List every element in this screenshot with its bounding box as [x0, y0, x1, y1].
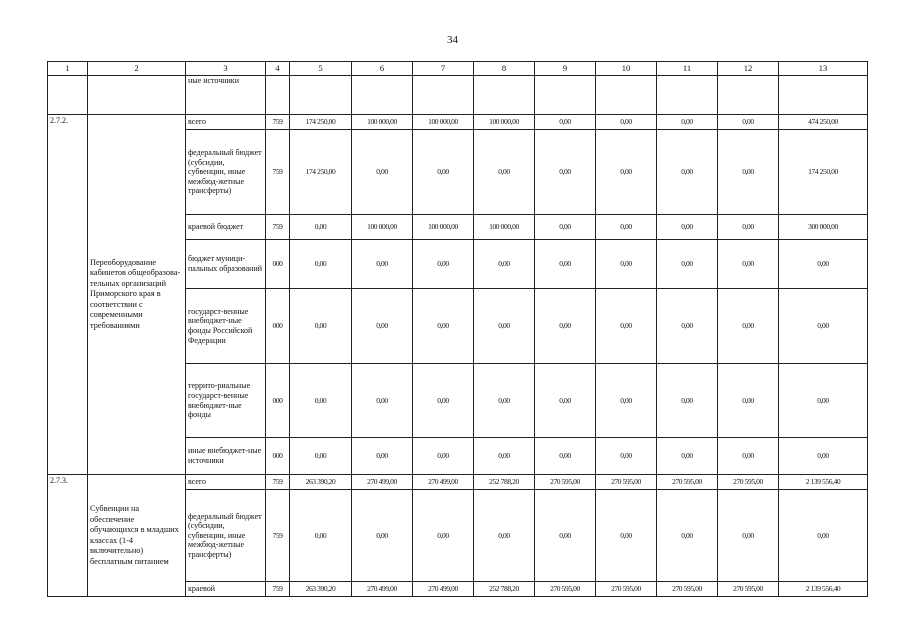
value-cell: 100 000,00	[352, 215, 413, 240]
column-header: 4	[266, 62, 290, 76]
value-cell: 0,00	[596, 215, 657, 240]
source-label: всего	[186, 475, 266, 490]
value-cell: 759	[266, 582, 290, 597]
value-cell: 0,00	[474, 490, 535, 582]
value-cell: 100 000,00	[474, 115, 535, 130]
value-cell: 0,00	[718, 490, 779, 582]
value-cell	[413, 76, 474, 115]
value-cell: 252 788,20	[474, 582, 535, 597]
column-header: 8	[474, 62, 535, 76]
value-cell: 270 595,00	[718, 475, 779, 490]
source-label: федеральный бюджет (субсидии, субвенции, иные межбюд-жетные трансферты)	[186, 130, 266, 215]
value-cell: 0,00	[657, 115, 718, 130]
value-cell: 0,00	[535, 289, 596, 364]
value-cell: 0,00	[657, 215, 718, 240]
value-cell: 0,00	[718, 115, 779, 130]
value-cell: 0,00	[474, 438, 535, 475]
column-header: 13	[779, 62, 868, 76]
value-cell: 0,00	[657, 130, 718, 215]
value-cell: 100 000,00	[413, 215, 474, 240]
value-cell: 0,00	[718, 438, 779, 475]
value-cell: 100 000,00	[474, 215, 535, 240]
value-cell	[779, 76, 868, 115]
value-cell: 100 000,00	[413, 115, 474, 130]
value-cell: 0,00	[657, 364, 718, 438]
value-cell: 0,00	[779, 490, 868, 582]
column-header: 2	[88, 62, 186, 76]
value-cell: 0,00	[657, 490, 718, 582]
budget-table	[47, 61, 868, 597]
value-cell: 0,00	[413, 289, 474, 364]
value-cell: 0,00	[290, 490, 352, 582]
value-cell: 0,00	[718, 130, 779, 215]
value-cell: 0,00	[474, 240, 535, 289]
column-header: 5	[290, 62, 352, 76]
value-cell: 0,00	[596, 240, 657, 289]
value-cell: 2 139 556,40	[779, 475, 868, 490]
value-cell: 252 788,20	[474, 475, 535, 490]
value-cell: 0,00	[352, 240, 413, 289]
value-cell: 0,00	[290, 240, 352, 289]
table-body	[48, 76, 868, 597]
value-cell: 000	[266, 438, 290, 475]
continuation-row	[48, 76, 868, 115]
value-cell: 000	[266, 289, 290, 364]
column-header: 9	[535, 62, 596, 76]
value-cell	[474, 76, 535, 115]
value-cell: 0,00	[657, 289, 718, 364]
value-cell: 0,00	[474, 130, 535, 215]
item-code: 2.7.2.	[48, 115, 88, 475]
value-cell: 0,00	[596, 438, 657, 475]
item-code: 2.7.3.	[48, 475, 88, 597]
value-cell	[718, 76, 779, 115]
value-cell: 0,00	[596, 490, 657, 582]
value-cell: 0,00	[352, 289, 413, 364]
value-cell: 270 595,00	[535, 582, 596, 597]
value-cell	[352, 76, 413, 115]
value-cell: 000	[266, 240, 290, 289]
value-cell: 0,00	[596, 289, 657, 364]
value-cell: 0,00	[779, 240, 868, 289]
value-cell: 0,00	[352, 130, 413, 215]
source-label: краевой	[186, 582, 266, 597]
source-label: бюджет муници-пальных образований	[186, 240, 266, 289]
value-cell: 759	[266, 475, 290, 490]
source-label: краевой бюджет	[186, 215, 266, 240]
source-label: федеральный бюджет (субсидии, субвенции, иные межбюд-жетные трансферты)	[186, 490, 266, 582]
table-row	[48, 475, 868, 490]
column-header: 7	[413, 62, 474, 76]
value-cell: 0,00	[535, 438, 596, 475]
column-header: 12	[718, 62, 779, 76]
value-cell: 0,00	[413, 240, 474, 289]
value-cell: 0,00	[413, 130, 474, 215]
value-cell: 0,00	[718, 289, 779, 364]
value-cell: 0,00	[413, 438, 474, 475]
value-cell: 0,00	[413, 490, 474, 582]
value-cell: 0,00	[290, 438, 352, 475]
value-cell: 270 595,00	[596, 475, 657, 490]
value-cell: 270 499,00	[413, 582, 474, 597]
item-name: Субвенции на обеспечение обучающихся в младших классах (1-4 включительно) бесплатным питанием	[88, 475, 186, 597]
value-cell: 0,00	[779, 438, 868, 475]
value-cell: 0,00	[535, 240, 596, 289]
value-cell: 0,00	[535, 215, 596, 240]
value-cell: 759	[266, 130, 290, 215]
value-cell	[290, 76, 352, 115]
source-label: государст-венные внебюджет-ные фонды Российской Федерации	[186, 289, 266, 364]
value-cell: 263 390,20	[290, 475, 352, 490]
column-header: 10	[596, 62, 657, 76]
value-cell: 300 000,00	[779, 215, 868, 240]
item-name: Переоборудование кабинетов общеобразова-тельных организаций Приморского края в соответствии с современными требованиями	[88, 115, 186, 475]
value-cell: 0,00	[657, 438, 718, 475]
value-cell: 000	[266, 364, 290, 438]
value-cell	[535, 76, 596, 115]
value-cell: 0,00	[290, 289, 352, 364]
value-cell: 0,00	[596, 115, 657, 130]
table-row	[48, 115, 868, 130]
value-cell: 0,00	[290, 364, 352, 438]
value-cell: 0,00	[596, 130, 657, 215]
value-cell: 0,00	[474, 289, 535, 364]
name-cell	[88, 76, 186, 115]
value-cell: 0,00	[718, 215, 779, 240]
column-header: 3	[186, 62, 266, 76]
value-cell: 270 595,00	[535, 475, 596, 490]
source-label: террито-риальные государст-венные внебюджет-ные фонды	[186, 364, 266, 438]
value-cell: 0,00	[596, 364, 657, 438]
value-cell: 0,00	[779, 364, 868, 438]
value-cell: 474 250,00	[779, 115, 868, 130]
value-cell: 0,00	[779, 289, 868, 364]
margin-mark: ·	[7, 598, 9, 604]
value-cell: 0,00	[535, 490, 596, 582]
value-cell	[266, 76, 290, 115]
value-cell: 0,00	[657, 240, 718, 289]
source-label: всего	[186, 115, 266, 130]
source-label: ные источники	[186, 76, 266, 115]
value-cell: 0,00	[352, 490, 413, 582]
code-cell	[48, 76, 88, 115]
value-cell: 0,00	[535, 130, 596, 215]
value-cell	[596, 76, 657, 115]
value-cell: 270 499,00	[352, 582, 413, 597]
column-header: 6	[352, 62, 413, 76]
source-label: иные внебюджет-ные источники	[186, 438, 266, 475]
value-cell: 0,00	[474, 364, 535, 438]
value-cell: 100 000,00	[352, 115, 413, 130]
value-cell: 174 250,00	[290, 115, 352, 130]
column-header: 1	[48, 62, 88, 76]
value-cell	[657, 76, 718, 115]
value-cell: 0,00	[352, 438, 413, 475]
value-cell: 270 595,00	[596, 582, 657, 597]
column-header: 11	[657, 62, 718, 76]
value-cell: 2 139 556,40	[779, 582, 868, 597]
value-cell: 0,00	[535, 364, 596, 438]
value-cell: 270 595,00	[718, 582, 779, 597]
value-cell: 0,00	[290, 215, 352, 240]
value-cell: 0,00	[535, 115, 596, 130]
value-cell: 0,00	[718, 364, 779, 438]
header-row	[48, 62, 868, 76]
value-cell: 759	[266, 115, 290, 130]
value-cell: 0,00	[413, 364, 474, 438]
value-cell: 263 390,20	[290, 582, 352, 597]
value-cell: 270 595,00	[657, 475, 718, 490]
value-cell: 174 250,00	[779, 130, 868, 215]
page-number: 34	[447, 34, 458, 46]
value-cell: 0,00	[352, 364, 413, 438]
value-cell: 759	[266, 215, 290, 240]
value-cell: 270 499,00	[413, 475, 474, 490]
value-cell: 174 250,00	[290, 130, 352, 215]
value-cell: 759	[266, 490, 290, 582]
value-cell: 270 499,00	[352, 475, 413, 490]
value-cell: 270 595,00	[657, 582, 718, 597]
value-cell: 0,00	[718, 240, 779, 289]
